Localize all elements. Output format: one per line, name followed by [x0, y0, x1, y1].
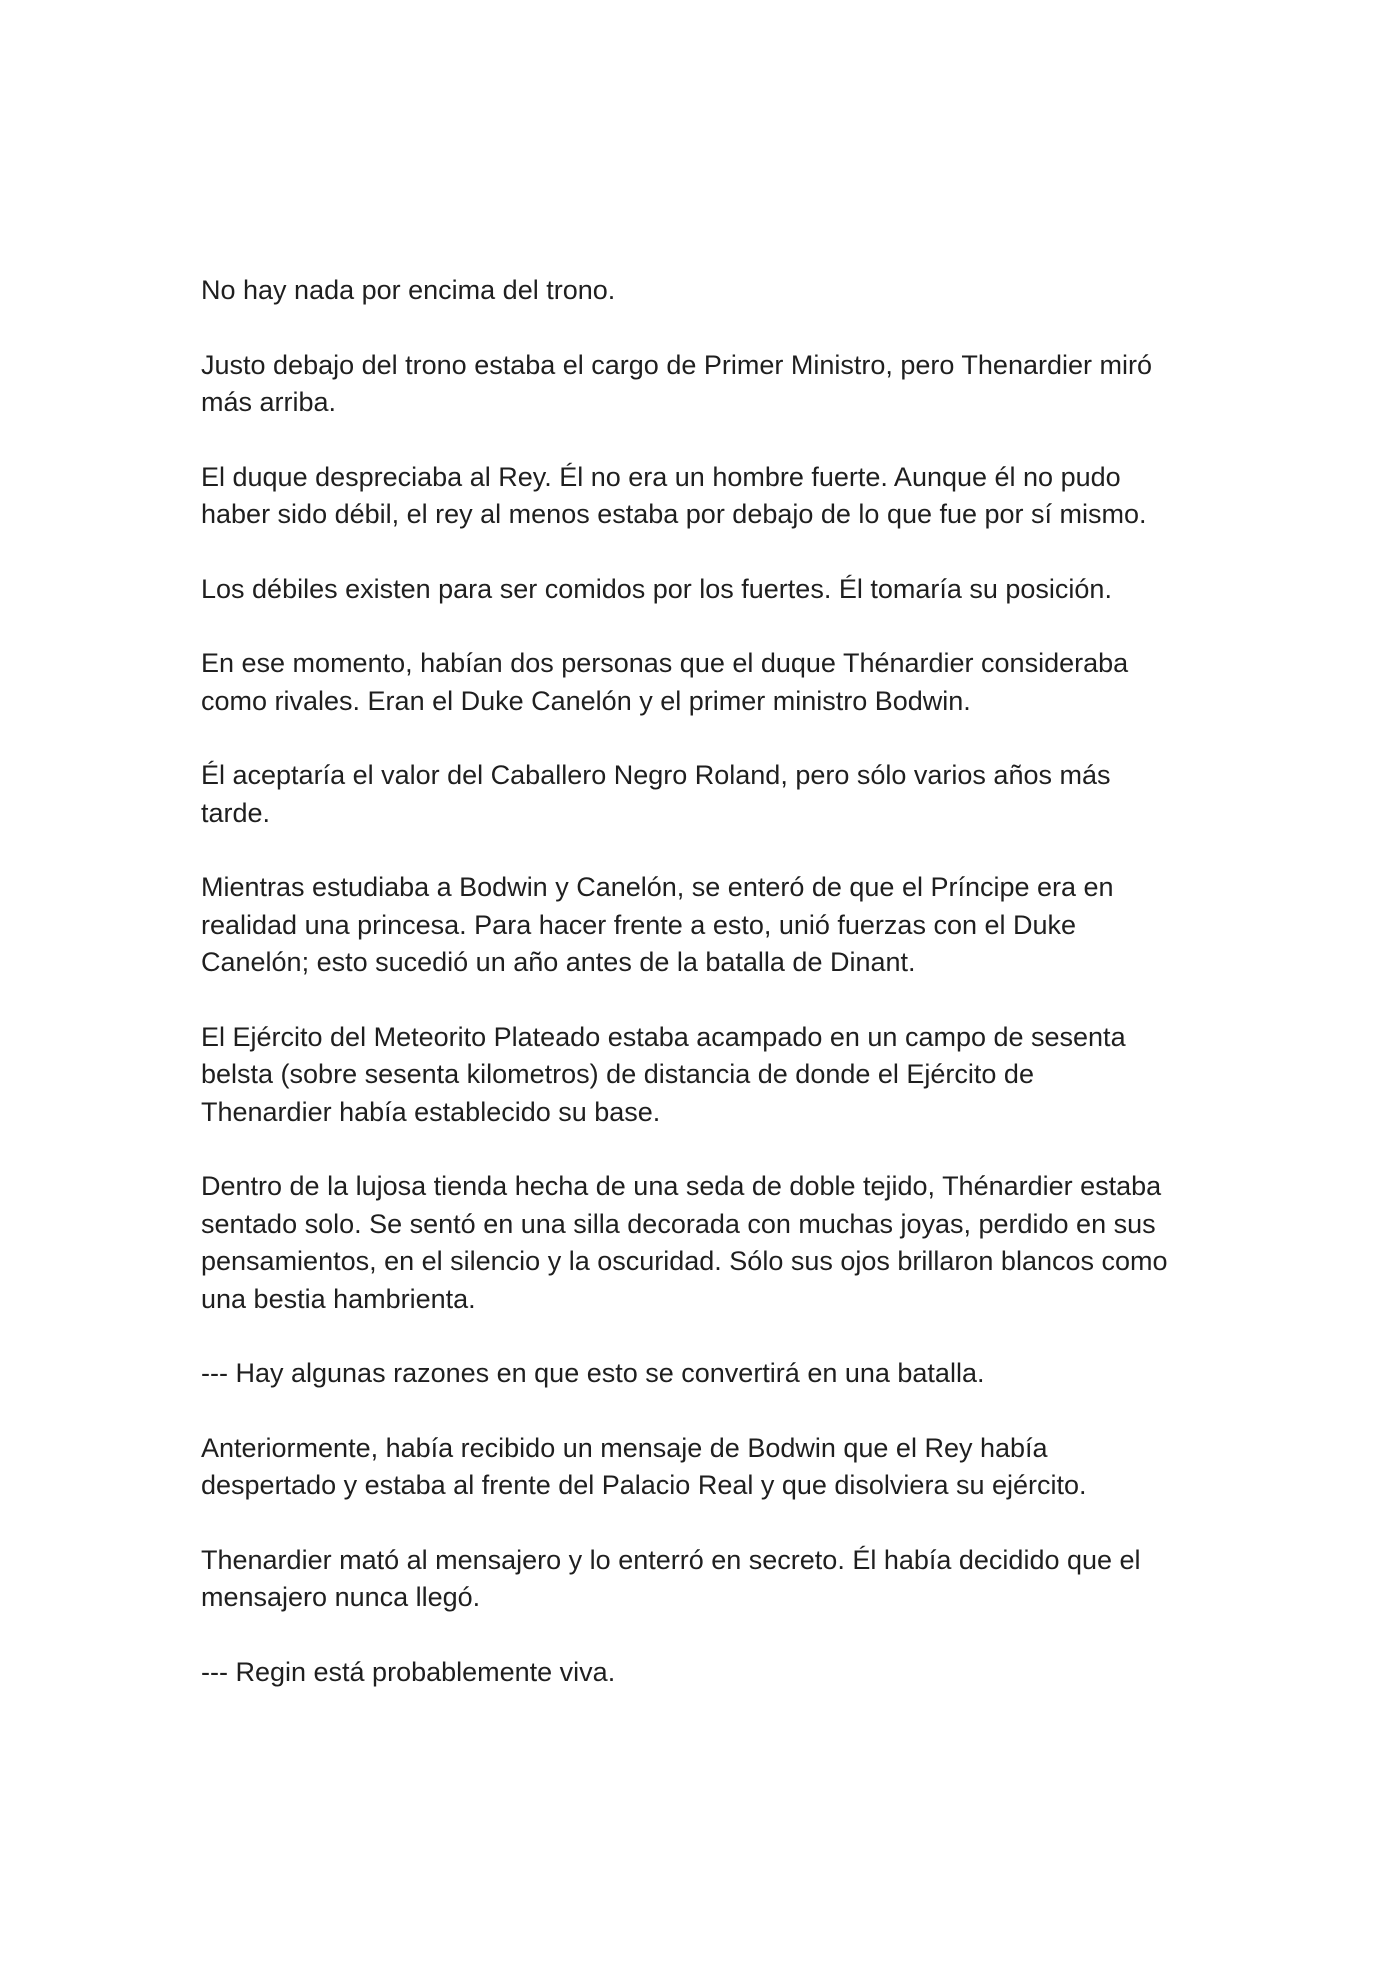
paragraph-5: En ese momento, habían dos personas que el duque Thénardier consideraba como rivales. Eran el Duke Canelón y el primer ministro Bodwin. [201, 648, 1129, 716]
paragraph-13: --- Regin está probablemente viva. [201, 1656, 616, 1687]
paragraph-9: Dentro de la lujosa tienda hecha de una seda de doble tejido, Thénardier estaba sentado solo. Se sentó en una silla decorada con muchas joyas, perdido en sus pensamientos, en el silencio y la oscuridad. Sólo sus ojos brillaron blancos como una bestia hambrienta. [201, 1171, 1168, 1314]
paragraph-11: Anteriormente, había recibido un mensaje de Bodwin que el Rey había despertado y estaba al frente del Palacio Real y que disolviera su ejército. [201, 1432, 1087, 1500]
paragraph-2: Justo debajo del trono estaba el cargo de Primer Ministro, pero Thenardier miró más arriba. [201, 349, 1152, 417]
paragraph-4: Los débiles existen para ser comidos por los fuertes. Él tomaría su posición. [201, 573, 1112, 604]
paragraph-10: --- Hay algunas razones en que esto se convertirá en una batalla. [201, 1358, 985, 1388]
paragraph-1: No hay nada por encima del trono. [201, 275, 616, 305]
paragraph-3: El duque despreciaba al Rey. Él no era un hombre fuerte. Aunque él no pudo haber sido débil, el rey al menos estaba por debajo de lo que fue por sí mismo. [201, 461, 1147, 529]
paragraph-6: Él aceptaría el valor del Caballero Negro Roland, pero sólo varios años más tarde. [201, 760, 1111, 828]
paragraph-7: Mientras estudiaba a Bodwin y Canelón, se enteró de que el Príncipe era en realidad una princesa. Para hacer frente a esto, unió fuerzas con el Duke Canelón; esto sucedió un año antes de la batalla de Dinant. [201, 872, 1114, 977]
document-body [201, 272, 1201, 1691]
paragraph-12: Thenardier mató al mensajero y lo enterró en secreto. Él había decidido que el mensajero nunca llegó. [201, 1544, 1141, 1612]
paragraph-8: El Ejército del Meteorito Plateado estaba acampado en un campo de sesenta belsta (sobre sesenta kilometros) de distancia de donde el Ejército de Thenardier había establecido su base. [201, 1021, 1126, 1127]
